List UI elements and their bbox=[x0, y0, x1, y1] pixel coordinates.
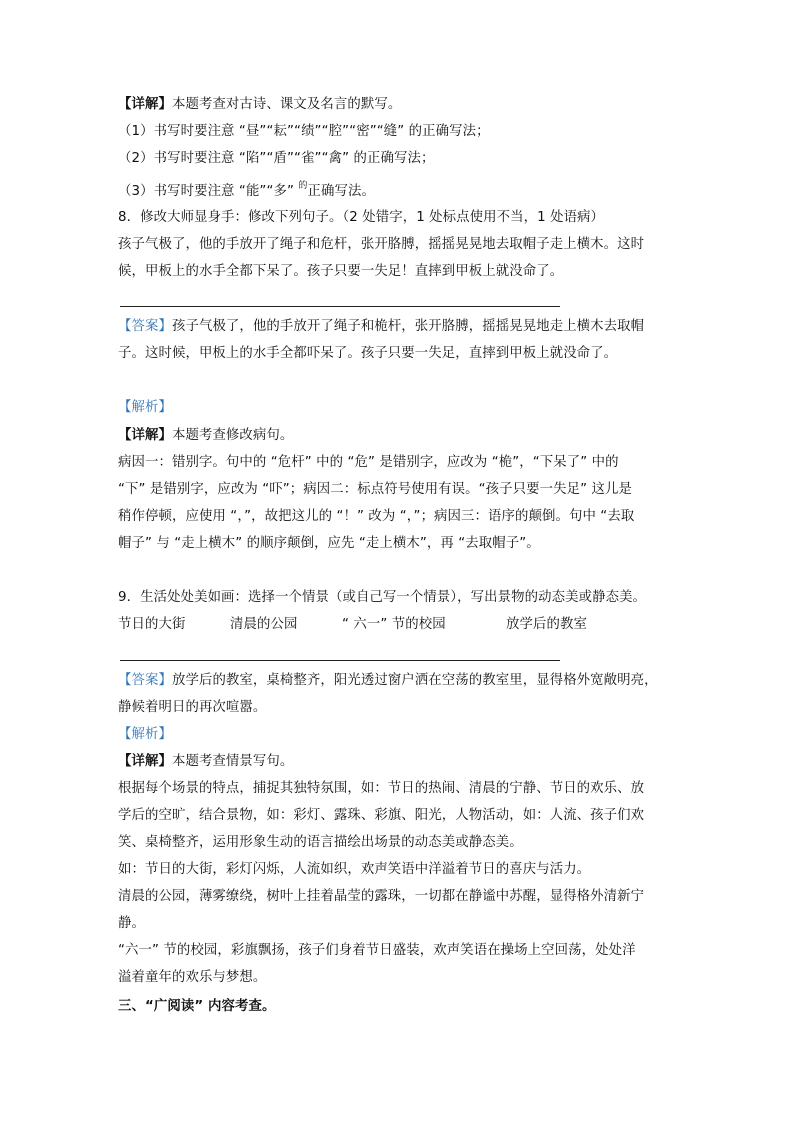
item-3-text: （3）书写时要注意 “能”“多” bbox=[118, 184, 299, 199]
detail-text: 本题考查对古诗、课文及名言的默写。 bbox=[171, 97, 402, 112]
s1-item-1: （1）书写时要注意 “昼”“耘”“绩”“腔”“密”“缝” 的正确写法； bbox=[118, 124, 490, 139]
q8-answer-line: 子。这时候，甲板上的水手全都吓呆了。孩子只要一失足，直摔到甲板上就没命了。 bbox=[118, 346, 618, 361]
option: 节日的大街 bbox=[118, 617, 186, 632]
answer-blank-line bbox=[120, 660, 560, 661]
s1-item-2: （2）书写时要注意 “陷”“盾”“雀”“禽” 的正确写法； bbox=[118, 151, 435, 166]
detail-text: 本题考查修改病句。 bbox=[171, 428, 294, 443]
q9-example: 溢着童年的欢乐与梦想。 bbox=[118, 970, 267, 985]
q9-question: 9．生活处处美如画：选择一个情景（或自己写一个情景），写出景物的动态美或静态美。 bbox=[118, 590, 647, 605]
s1-detail bbox=[118, 95, 401, 115]
answer-tag: 【答案】 bbox=[118, 673, 172, 688]
detail-tag: 【详解】 bbox=[118, 97, 172, 112]
q9-detail-line: 根据每个场景的特点，捕捉其独特氛围，如：节日的热闹、清晨的宁静、节日的欢乐、放 bbox=[118, 781, 645, 796]
detail-text: 本题考查情景写句。 bbox=[171, 754, 294, 769]
q8-answer bbox=[118, 317, 644, 337]
answer-blank-line bbox=[120, 306, 560, 307]
section-3-heading: 三、“广阅读” 内容考查。 bbox=[118, 999, 276, 1014]
option: 清晨的公园 bbox=[230, 617, 298, 632]
q9-example: 清晨的公园，薄雾缭绕，树叶上挂着晶莹的露珠，一切都在静谧中苏醒，显得格外清新宁 bbox=[118, 889, 645, 904]
answer-text: 放学后的教室，桌椅整齐，阳光透过窗户洒在空荡的教室里，显得格外宽敞明亮， bbox=[171, 673, 658, 688]
detail-tag: 【详解】 bbox=[118, 754, 172, 769]
q8-detail bbox=[118, 426, 293, 446]
q9-answer-line: 静候着明日的再次喧嚣。 bbox=[118, 700, 267, 715]
q9-example: “六一” 节的校园，彩旗飘扬，孩子们身着节日盛装，欢声笑语在操场上空回荡，处处洋 bbox=[118, 943, 636, 958]
q8-detail-line: 病因一：错别字。句中的 “危杆” 中的 “危” 是错别字，应改为 “桅”，“下呆了” 中的 bbox=[118, 455, 619, 470]
q8-detail-line: 稍作停顿，应使用 “，”，故把这儿的 “！” 改为 “，”；病因三：语序的颠倒。句中 “去取 bbox=[118, 509, 635, 524]
s1-item-3 bbox=[118, 182, 375, 203]
q9-answer bbox=[118, 671, 658, 691]
q8-passage-line: 孩子气极了，他的手放开了绳子和危杆，张开胳膊，摇摇晃晃地去取帽子走上横木。这时 bbox=[118, 237, 645, 252]
q8-analysis-tag: 【解析】 bbox=[118, 400, 172, 415]
q9-example: 如：节日的大街，彩灯闪烁，人流如织，欢声笑语中洋溢着节日的喜庆与活力。 bbox=[118, 862, 591, 877]
item-3-text-end: 正确写法。 bbox=[307, 184, 375, 199]
q9-detail-line: 笑、桌椅整齐，运用形象生动的语言描绘出场景的动态美或静态美。 bbox=[118, 835, 523, 850]
answer-text: 孩子气极了，他的手放开了绳子和桅杆，张开胳膊，摇摇晃晃地走上横木去取帽 bbox=[171, 319, 645, 334]
q9-analysis-tag: 【解析】 bbox=[118, 727, 172, 742]
detail-tag: 【详解】 bbox=[118, 428, 172, 443]
q9-options bbox=[118, 615, 587, 635]
q8-detail-line: “下” 是错别字，应改为 “吓”；病因二：标点符号使用有误。“孩子只要一失足” 这儿是 bbox=[118, 482, 632, 497]
answer-tag: 【答案】 bbox=[118, 319, 172, 334]
q9-detail-line: 学后的空旷，结合景物，如：彩灯、露珠、彩旗、阳光，人物活动，如：人流、孩子们欢 bbox=[118, 808, 645, 823]
q9-example: 静。 bbox=[118, 916, 145, 931]
q8-detail-line: 帽子” 与 “走上横木” 的顺序颠倒，应先 “走上横木”，再 “去取帽子”。 bbox=[118, 536, 540, 551]
option: 放学后的教室 bbox=[506, 617, 587, 632]
option: “ 六一” 节的校园 bbox=[342, 617, 446, 632]
q8-question: 8．修改大师显身手：修改下列句子。（2 处错字，1 处标点使用不当，1 处语病） bbox=[118, 210, 605, 225]
q9-detail bbox=[118, 752, 293, 772]
item-3-sup: 的 bbox=[298, 181, 308, 191]
q8-passage-line: 候，甲板上的水手全都下呆了。孩子只要一失足！直摔到甲板上就没命了。 bbox=[118, 264, 564, 279]
